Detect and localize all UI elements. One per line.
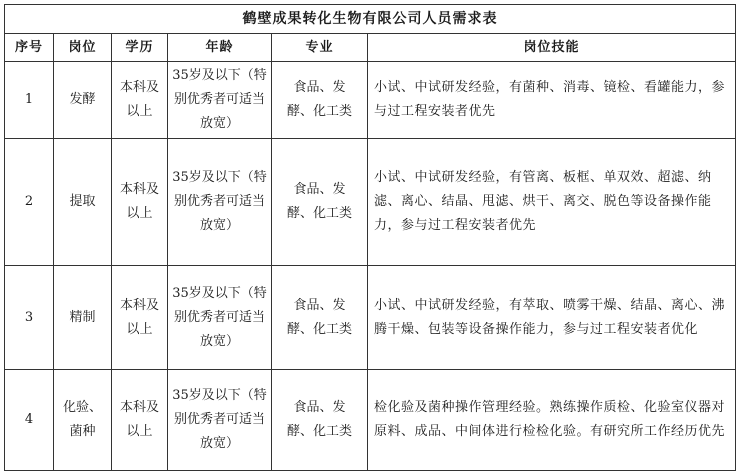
row-major: 食品、发酵、化工类: [286, 399, 352, 439]
row-position: 化验、菌种: [62, 399, 102, 439]
table-row: [5, 61, 736, 138]
row-position: 提取: [54, 138, 112, 266]
table-row: [5, 266, 736, 369]
row-education: 本科及以上: [119, 399, 159, 439]
row-no: 4: [5, 369, 54, 470]
header-education: 学历: [112, 34, 168, 61]
row-education: 本科及以上: [119, 79, 159, 119]
row-age: 35岁及以下（特别优秀者可适当放宽）: [168, 138, 272, 266]
row-major: 食品、发酵、化工类: [286, 182, 352, 222]
row-skills: 小试、中试研发经验，有菌种、消毒、镜检、看罐能力，参与过工程安装者优先: [368, 61, 736, 138]
row-education: 本科及以上: [119, 182, 159, 222]
row-skills: 小试、中试研发经验，有萃取、喷雾干燥、结晶、离心、沸腾干燥、包装等设备操作能力，参与过工程安装者优化: [368, 266, 736, 369]
row-position: 发酵: [54, 61, 112, 138]
row-position: 精制: [54, 266, 112, 369]
row-no: 2: [5, 138, 54, 266]
title-row: [5, 5, 736, 34]
table-row: [5, 138, 736, 266]
header-major: 专业: [272, 34, 368, 61]
row-major: 食品、发酵、化工类: [286, 297, 352, 337]
row-education: 本科及以上: [119, 297, 159, 337]
row-age: 35岁及以下（特别优秀者可适当放宽）: [168, 61, 272, 138]
table-row: [5, 369, 736, 470]
table-title: 鹤壁成果转化生物有限公司人员需求表: [5, 5, 736, 34]
personnel-demand-table: [4, 4, 736, 471]
header-no: 序号: [5, 34, 54, 61]
row-no: 3: [5, 266, 54, 369]
row-skills: 小试、中试研发经验，有管离、板框、单双效、超滤、纳滤、离心、结晶、甩滤、烘干、离交、脱色等设备操作能力，参与过工程安装者优先: [368, 138, 736, 266]
row-skills: 检化验及菌种操作管理经验。熟练操作质检、化验室仪器对原料、成品、中间体进行检检化验。有研究所工作经历优先: [368, 369, 736, 470]
row-no: 1: [5, 61, 54, 138]
header-row: [5, 34, 736, 61]
row-major: 食品、发酵、化工类: [286, 79, 352, 119]
row-age: 35岁及以下（特别优秀者可适当放宽）: [168, 266, 272, 369]
header-age: 年龄: [168, 34, 272, 61]
row-age: 35岁及以下（特别优秀者可适当放宽）: [168, 369, 272, 470]
header-position: 岗位: [54, 34, 112, 61]
header-skills: 岗位技能: [368, 34, 736, 61]
